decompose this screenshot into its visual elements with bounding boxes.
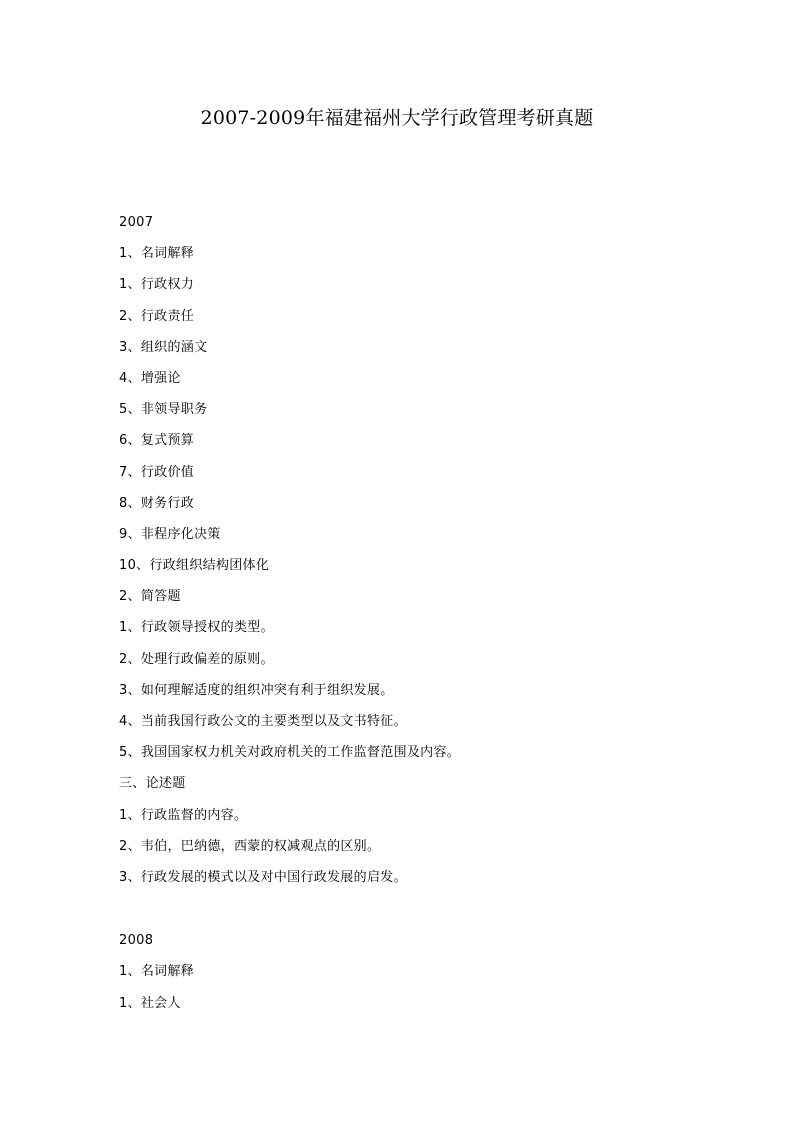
text-line: 1、行政监督的内容。 — [119, 807, 248, 823]
text-line: 3、如何理解适度的组织冲突有利于组织发展。 — [119, 682, 394, 698]
text-line: 2、韦伯，巴纳德，西蒙的权减观点的区别。 — [119, 838, 381, 854]
text-line: 4、当前我国行政公文的主要类型以及文书特征。 — [119, 714, 407, 729]
text-line: 1、社会人 — [119, 995, 181, 1011]
text-line: 10、行政组织结构团体化 — [119, 558, 270, 574]
section-heading: 三、论述题 — [119, 776, 186, 792]
text-line: 9、非程序化决策 — [119, 526, 221, 542]
section-heading: 2、简答题 — [119, 589, 181, 605]
text-line: 5、非领导职务 — [119, 402, 208, 418]
section-year-2008: 2008 — [119, 933, 154, 949]
text-line: 4、增强论 — [119, 370, 181, 386]
text-line: 6、复式预算 — [119, 433, 195, 449]
text-line: 2、行政责任 — [119, 308, 195, 324]
document-title: 2007-2009年福建福州大学行政管理考研真题 — [200, 107, 594, 129]
text-line: 1、名词解释 — [119, 964, 195, 980]
document-body — [119, 207, 719, 1019]
text-line: 7、行政价值 — [119, 464, 195, 480]
text-line: 8、财务行政 — [119, 495, 195, 511]
text-line: 3、行政发展的模式以及对中国行政发展的启发。 — [119, 869, 407, 885]
text-line: 5、我国国家权力机关对政府机关的工作监督范围及内容。 — [119, 745, 461, 761]
section-year-2007: 2007 — [119, 215, 154, 230]
text-line: 1、名词解释 — [119, 246, 195, 262]
text-line: 2、处理行政偏差的原则。 — [119, 651, 274, 667]
text-line: 1、行政权力 — [119, 277, 195, 293]
text-line: 1、行政领导授权的类型。 — [119, 620, 274, 636]
text-line: 3、组织的涵文 — [119, 339, 208, 355]
